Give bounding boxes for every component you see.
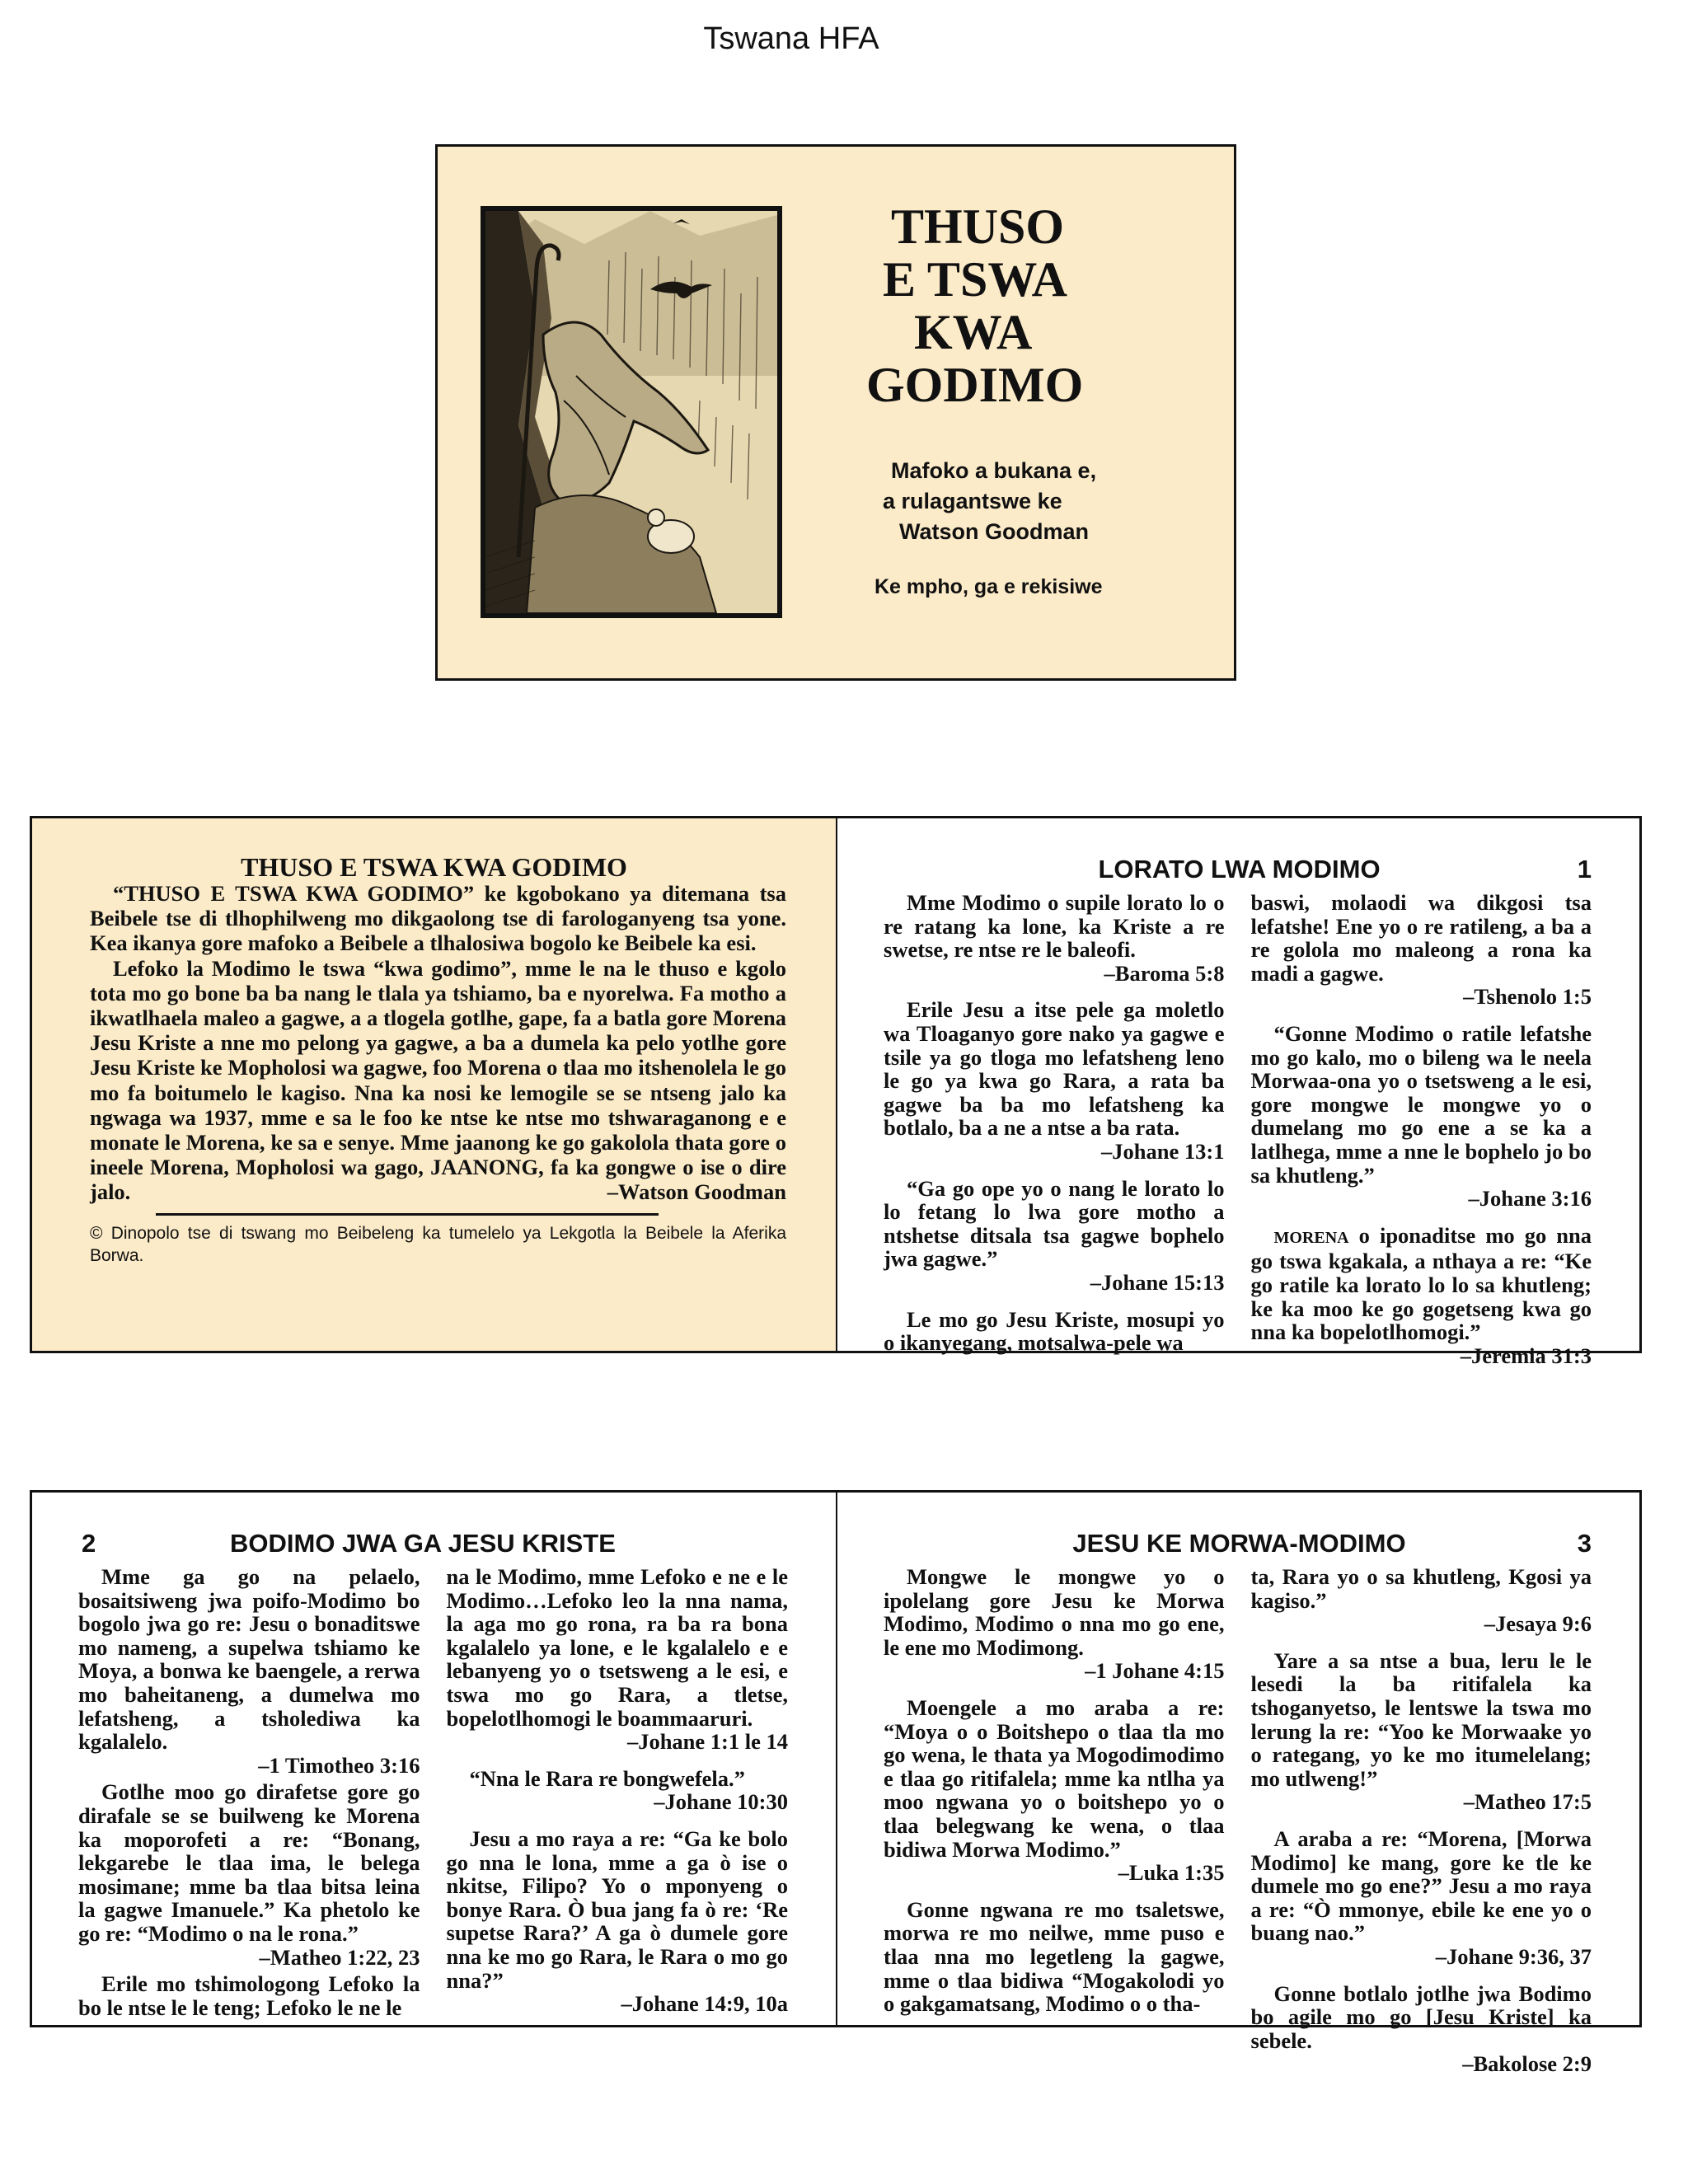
verse-reference: –Johane 3:16 <box>1468 1186 1592 1212</box>
verse-text: Le mo go Jesu Kriste, mosupi yo o ikanyegang, motsalwa-pele wa <box>884 1306 1225 1356</box>
page-header <box>82 1529 788 1562</box>
column-left <box>78 1565 420 2032</box>
verse-reference: –Johane 9:36, 37 <box>1435 1943 1592 1969</box>
document-title: Tswana HFA <box>703 21 879 56</box>
verse-reference: –1 Johane 4:15 <box>1085 1658 1225 1684</box>
page-number: 2 <box>82 1529 96 1558</box>
cover-title-line: THUSO <box>891 199 1065 254</box>
verse <box>1251 1649 1592 1814</box>
verse-reference: –Tshenolo 1:5 <box>1463 984 1592 1010</box>
verse-text: Gonne botlalo jotlhe jwa Bodimo bo agile mo go [Jesu Kriste] ka sebele. <box>1250 1980 1592 2053</box>
cover-title <box>866 200 1163 411</box>
verse <box>447 1565 789 1754</box>
verse-text: “Nna le Rara re bongwefela.” <box>469 1765 745 1791</box>
text-columns <box>78 1565 788 2032</box>
verse-text: Gotlhe moo go dirafetse gore go dirafale se se builweng ke Morena ka moporofeti a re: “Bonang, lekgarebe le tlaa ima, le belega mosimane; mme ba tlaa bitsa leina la gagwe Imanuele.” Ka phetolo ke go re: “Modimo o na le rona.” <box>78 1779 420 1946</box>
text-columns <box>884 1565 1592 2089</box>
verse-text: na le Modimo, mme Lefoko e ne e le Modimo…Lefoko leo la nna nama, la aga mo go rona, ra ba ra bona kgalalelo ya lone, e le kgalalelo e e lebanyeng yo o tsetsweng a le esi, e tswa mo go Rara, a tletse, bopelotlhomogi le boammaaruri. <box>446 1564 788 1731</box>
page-1 <box>836 818 1639 1368</box>
verse-reference: –Johane 1:1 le 14 <box>626 1729 788 1755</box>
page-title: LORATO LWA MODIMO <box>1098 855 1381 883</box>
verse-text: Mme Modimo o supile lorato lo o re ratang ka lone, ka Kriste a re swetse, re ntse re le baleofi. <box>884 890 1225 963</box>
verse <box>884 1898 1225 2016</box>
verse-reference: –Jeremia 31:3 <box>1460 1343 1592 1368</box>
verse-reference: –Matheo 1:22, 23 <box>259 1944 420 1970</box>
page-title: JESU KE MORWA-MODIMO <box>1072 1529 1406 1558</box>
verse <box>447 1827 789 2016</box>
intro-paragraph <box>90 956 786 1205</box>
intro-paragraph: “THUSO E TSWA KWA GODIMO” ke kgobokano ya ditemana tsa Beibele tse di tlhophilweng mo dikgaolong tse di farologanyeng tsa yone. Kea ikanya gore mafoko a Beibele a tlhalosiwa bogolo ke Beibele ka esi. <box>90 881 786 956</box>
cover-credit <box>883 456 1196 547</box>
cover-title-line: GODIMO <box>866 358 1084 412</box>
verse-reference: –Bakolose 2:9 <box>1462 2051 1592 2077</box>
page-number: 1 <box>1577 855 1592 883</box>
cover-title-line: KWA <box>914 305 1033 359</box>
column-right <box>1251 891 1592 1380</box>
spread-intro-page1 <box>30 816 1642 1368</box>
verse <box>447 1767 789 1814</box>
page-number: 3 <box>1577 1529 1592 1558</box>
verse <box>884 891 1225 985</box>
intro-panel <box>32 818 836 1351</box>
cover-panel <box>435 144 1236 681</box>
verse-reference: –Luka 1:35 <box>1118 1860 1225 1886</box>
verse <box>884 1565 1225 1683</box>
verse-text: Jesu a mo raya a re: “Ga ke bolo go nna le lona, mme a ga ò ise o nkitse, Filipo? Yo o mponyeng o bonye Rara. Ò bua jang fa ò re: ‘Re supetse Rara?’ A ga ò dumele gore nna ke mo go Rara, le Rara o mo go nna?” <box>446 1825 788 1993</box>
verse-text-with-lead <box>1251 1224 1592 1344</box>
verse-text: “Ga go ope yo o nang le lorato lo lo fetang lo lwa gore motho a ntshetse ditsala tsa gagwe bophelo jwa gagwe.” <box>884 1175 1225 1272</box>
verse-text: Yare a sa ntse a bua, leru le le lesedi la ba ritifalela ka tshoganyetso, le lentswe la tswa mo lerung la re: “Yoo ke Morwaake yo o rategang, yo ke mo itumelelang; mo utlweng!” <box>1250 1647 1592 1791</box>
column-left <box>884 891 1225 1380</box>
verse-text: baswi, molaodi wa dikgosi tsa lefatshe! Ene yo o re ratileng, a ba a re golola mo maleong a rona ka madi a gagwe. <box>1250 890 1592 986</box>
verse-text: Gonne ngwana re mo tsaletswe, morwa re mo neilwe, mme puso e tlaa nna mo legetleng la gagwe, mme o tlaa bidiwa “Mogakolodi yo o gakgamatsang, Modimo o o tha- <box>884 1896 1225 2017</box>
cover-title-line: E TSWA <box>883 252 1068 307</box>
credit-line: Watson Goodman <box>899 519 1089 544</box>
verse <box>78 1972 420 2019</box>
copyright-note: © Dinopolo tse di tswang mo Beibeleng ka tumelelo ya Lekgotla la Beibele la Aferika Borwa. <box>90 1223 786 1265</box>
verse-text: Erile Jesu a itse pele ga moletlo wa Tloaganyo gore nako ya gagwe e tsile ya go tloga mo lefatsheng leno le go ya kwa go Rara, a rata ba gagwe ba ba mo lefatsheng ka botlalo, ba a ne a ntse a ba rata. <box>884 997 1225 1141</box>
small-caps-lead: MORENA <box>1273 1228 1349 1247</box>
verse-text: Moengele a mo araba a re: “Moya o o Boitshepo o tlaa tla mo go wena, le thata ya Mogodimodimo e tlaa go ritifalela; mme ka ntlha ya moo ngwana yo o boitshepo yo o tlaa belegwang ke wena, o tlaa bidiwa Morwa Modimo.” <box>884 1694 1225 1862</box>
verse-reference: –Matheo 17:5 <box>1463 1789 1592 1815</box>
verse-reference: –Johane 13:1 <box>1101 1138 1225 1164</box>
verse-text: Mongwe le mongwe yo o ipolelang gore Jesu ke Morwa Modimo, Modimo o nna mo go ene, le ene mo Modimong. <box>884 1564 1225 1660</box>
page-3 <box>836 1493 1639 2077</box>
verse-reference: –1 Timotheo 3:16 <box>258 1752 420 1778</box>
page-2 <box>32 1493 836 2025</box>
verse <box>884 1308 1225 1355</box>
page-title: BODIMO JWA GA JESU KRISTE <box>230 1529 616 1558</box>
verse <box>1251 1022 1592 1211</box>
divider <box>156 1213 659 1216</box>
verse-text: o iponaditse mo go nna go tswa kgakala, a nthaya a re: “Ke go ratile ka lorato lo lo sa khutleng; ke ka moo ke go gogetseng kwa go nna ka bopelotlhomogi.” <box>1250 1222 1592 1345</box>
verse-text: Mme ga go na pelaelo, bosaitsiweng jwa poifo-Modimo bo bogolo jwa go re: Jesu o bonaditswe mo nameng, a supelwa tshiamo ke Moya, a bonwa ke baengele, a rerwa mo baheitaneng, a dumelwa mo lefatsheng, a tsholediwa ka kgalalelo. <box>78 1564 420 1755</box>
cover-gift-note: Ke mpho, ga e rekisiwe <box>874 575 1103 598</box>
verse-reference: –Baroma 5:8 <box>1104 960 1225 986</box>
verse <box>884 1696 1225 1885</box>
page-header <box>887 1529 1592 1562</box>
verse <box>1251 1565 1592 1636</box>
verse-reference: –Johane 15:13 <box>1090 1269 1225 1295</box>
verse <box>78 1565 420 1777</box>
verse <box>884 998 1225 1163</box>
signature: –Watson Goodman <box>607 1179 786 1205</box>
verse <box>78 1780 420 1969</box>
column-left <box>884 1565 1225 2089</box>
credit-line: Mafoko a bukana e, <box>891 458 1097 483</box>
page-header <box>887 855 1592 888</box>
intro-title: THUSO E TSWA KWA GODIMO <box>241 852 627 882</box>
intro-paragraph-text: Lefoko la Modimo le tswa “kwa godimo”, mme le na le thuso e kgolo tota mo go bone ba ba nang le tlala ya tshiamo, ba e nyorelwa. Fa motho a ikwatlhaela maleo a gagwe, a a tlogela gotlhe, gape, fa a batla gore Morena Jesu Kriste a nne mo pelong ya gagwe, a ba a dumela ka pelo yotlhe gore Jesu Kriste ke Mopholosi wa gagwe, foo Morena o tlaa mo itshenolela le go mo fa boitumelo le kagiso. Nna ka nosi ke lemogile se se ntseng jalo ka ngwaga wa 1937, mme e sa le foo ke ntse ke ntse mo tshwaraganong e e monate le Morena, ke sa e senye. Mme jaanong ke go gakolola thata gore o ineele Morena, Mopholosi wa gago, JAANONG, fa ka gongwe o ise o dire jalo. <box>90 955 786 1205</box>
verse-reference: –Johane 10:30 <box>654 1789 788 1815</box>
verse <box>884 1177 1225 1295</box>
text-columns <box>884 891 1592 1380</box>
verse-reference: –Jesaya 9:6 <box>1484 1611 1592 1637</box>
column-right <box>447 1565 789 2032</box>
verse <box>1251 891 1592 1009</box>
verse-text: A araba a re: “Morena, [Morwa Modimo] ke mang, gore ke tle ke dumele mo go ene?” Jesu a mo raya a re: “Ò mmonye, ebile ke ene yo o buang nao.” <box>1250 1825 1592 1946</box>
credit-line: a rulagantswe ke <box>883 489 1062 513</box>
verse <box>1251 1982 1592 2076</box>
verse <box>1251 1224 1592 1368</box>
intro-body <box>90 881 786 1205</box>
column-right <box>1251 1565 1592 2089</box>
verse-reference: –Johane 14:9, 10a <box>621 1991 788 2017</box>
shepherd-engraving <box>485 211 777 613</box>
verse-text: ta, Rara yo o sa khutleng, Kgosi ya kagiso.” <box>1250 1564 1592 1613</box>
shepherd-illustration <box>481 206 782 618</box>
verse-text: “Gonne Modimo o ratile lefatshe mo go kalo, mo o bileng wa le neela Morwaa-ona yo o tsetsweng a le esi, gore mongwe le mongwe yo o dumelang mo go ene a se ka a latlhega, mme a nne le bophelo jo bo sa khutleng.” <box>1250 1020 1592 1188</box>
spread-page2-page3 <box>30 1490 1642 2077</box>
verse-text: Erile mo tshimologong Lefoko la bo le ntse le le teng; Lefoko le ne le <box>78 1971 420 2020</box>
verse <box>1251 1827 1592 1969</box>
